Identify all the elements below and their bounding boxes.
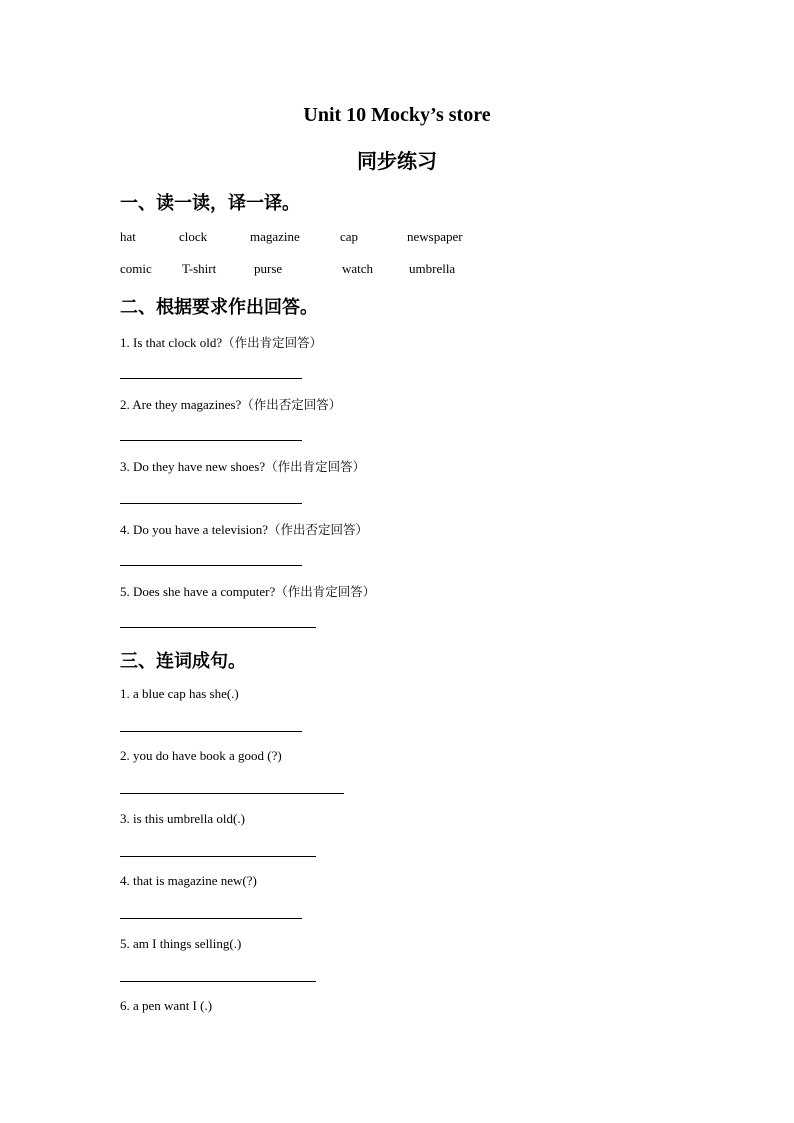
vocab-word: clock (179, 229, 208, 244)
sentence-item: 4. that is magazine new(?) (120, 873, 257, 888)
question-item (120, 395, 341, 413)
section-1-heading: 一、读一读，译一译。 (120, 193, 300, 214)
answer-line[interactable] (120, 856, 316, 857)
sentence-item: 5. am I things selling(.) (120, 936, 242, 951)
question-item (120, 582, 375, 600)
answer-line[interactable] (120, 793, 344, 794)
question-instruction: （作出肯定回答） (275, 584, 376, 599)
vocab-word: T-shirt (182, 261, 217, 276)
question-text: 3. Do they have new shoes? (120, 459, 266, 474)
vocab-word: cap (340, 229, 359, 244)
vocab-word: hat (120, 229, 136, 244)
sentence-item: 6. a pen want I (.) (120, 998, 213, 1013)
sentence-item: 1. a blue cap has she(.) (120, 686, 239, 701)
section-3-heading: 三、连词成句。 (120, 651, 246, 672)
sentence-item: 2. you do have book a good (?) (120, 748, 282, 763)
vocab-word: magazine (250, 229, 300, 244)
section-2-heading: 二、根据要求作出回答。 (120, 297, 318, 318)
question-instruction: （作出肯定回答） (265, 459, 366, 474)
question-text: 2. Are they magazines? (120, 397, 242, 412)
question-text: 4. Do you have a television? (120, 522, 269, 537)
answer-line[interactable] (120, 378, 302, 379)
answer-line[interactable] (120, 565, 302, 566)
answer-line[interactable] (120, 731, 302, 732)
vocab-word: purse (254, 261, 283, 276)
question-item (120, 333, 322, 351)
vocab-word: newspaper (407, 229, 463, 244)
vocab-word: watch (342, 261, 374, 276)
vocab-word: comic (120, 261, 152, 276)
sentence-item: 3. is this umbrella old(.) (120, 811, 245, 826)
question-text: 5. Does she have a computer? (120, 584, 276, 599)
question-instruction: （作出否定回答） (268, 522, 369, 537)
question-text: 1. Is that clock old? (120, 335, 223, 350)
question-instruction: （作出否定回答） (241, 397, 342, 412)
answer-line[interactable] (120, 981, 316, 982)
answer-line[interactable] (120, 503, 302, 504)
answer-line[interactable] (120, 440, 302, 441)
page-title: Unit 10 Mocky’s store (303, 104, 491, 126)
page-subtitle: 同步练习 (357, 149, 437, 173)
vocab-word: umbrella (409, 261, 456, 276)
answer-line[interactable] (120, 627, 316, 628)
question-item (120, 457, 365, 475)
question-instruction: （作出肯定回答） (222, 335, 323, 350)
answer-line[interactable] (120, 918, 302, 919)
question-item (120, 520, 368, 538)
